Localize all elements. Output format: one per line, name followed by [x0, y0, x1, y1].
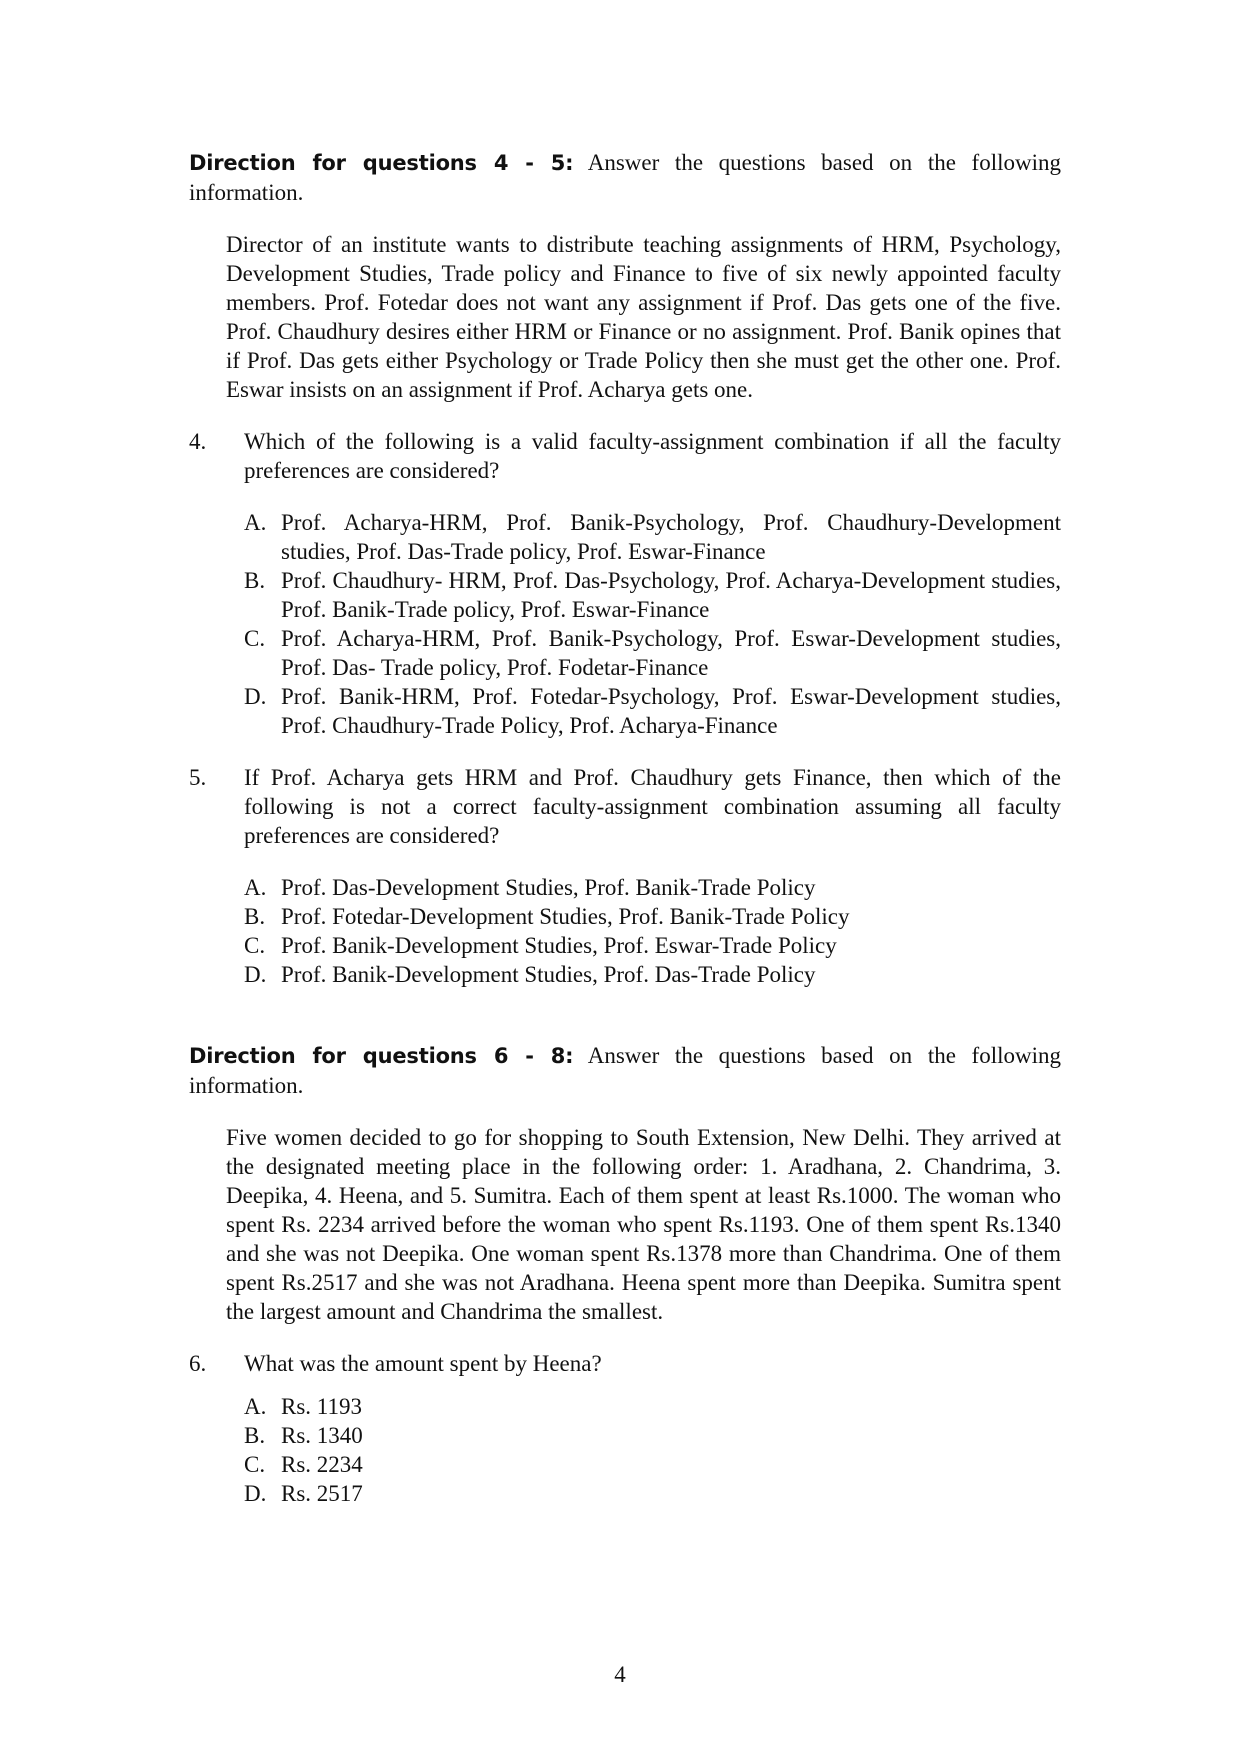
passage: Director of an institute wants to distribute teaching assignments of HRM, Psychology, Development Studies, Trade policy and Finance to five of six newly appointed faculty members. Prof. Fotedar does not want any assignment if Prof. Das gets one of the five. Prof. Chaudhury desires either HRM or Finance or no assignment. Prof. Banik opines that if Prof. Das gets either Psychology or Trade Policy then she must get the other one. Prof. Eswar insists on an assignment if Prof. Acharya gets one.	[226, 232, 1061, 402]
question-text: If Prof. Acharya gets HRM and Prof. Chaudhury gets Finance, then which of the following is not a correct faculty-assignment combination assuming all faculty preferences are considered?	[244, 765, 1061, 848]
option-label: B.	[244, 568, 266, 593]
direction-paragraph	[189, 1041, 1061, 1100]
option-c[interactable]	[244, 931, 1061, 960]
options-list	[244, 1392, 1061, 1508]
option-text: Prof. Acharya-HRM, Prof. Banik-Psychology, Prof. Chaudhury-Development studies, Prof. Das-Trade policy, Prof. Eswar-Finance	[281, 510, 1061, 564]
option-label: C.	[244, 1452, 266, 1477]
direction-text: Answer the questions based on the following information.	[189, 150, 1061, 205]
option-label: B.	[244, 1423, 266, 1448]
option-label: A.	[244, 510, 267, 535]
option-label: C.	[244, 626, 266, 651]
option-c[interactable]	[244, 624, 1061, 682]
option-text: Prof. Banik-Development Studies, Prof. Das-Trade Policy	[281, 962, 816, 987]
option-b[interactable]	[244, 902, 1061, 931]
option-d[interactable]	[244, 960, 1061, 989]
direction-paragraph	[189, 148, 1061, 207]
option-text: Rs. 1193	[281, 1394, 362, 1419]
option-label: B.	[244, 904, 266, 929]
question-5	[189, 763, 1061, 850]
option-text: Prof. Chaudhury- HRM, Prof. Das-Psychology, Prof. Acharya-Development studies, Prof. Banik-Trade policy, Prof. Eswar-Finance	[281, 568, 1061, 622]
question-number: 6.	[189, 1351, 207, 1376]
option-label: C.	[244, 933, 266, 958]
question-text: What was the amount spent by Heena?	[244, 1351, 602, 1376]
question-number: 4.	[189, 429, 207, 454]
option-text: Rs. 2234	[281, 1452, 363, 1477]
option-text: Rs. 2517	[281, 1481, 363, 1506]
direction-text: Answer the questions based on the following information.	[189, 1043, 1061, 1098]
option-text: Prof. Banik-HRM, Prof. Fotedar-Psychology, Prof. Eswar-Development studies, Prof. Chaudhury-Trade Policy, Prof. Acharya-Finance	[281, 684, 1061, 738]
question-text: Which of the following is a valid faculty-assignment combination if all the faculty preferences are considered?	[244, 429, 1061, 483]
options-list	[244, 873, 1061, 989]
section-questions-6-8	[189, 1041, 1061, 1508]
option-text: Prof. Banik-Development Studies, Prof. Eswar-Trade Policy	[281, 933, 837, 958]
exam-page	[189, 148, 1061, 1508]
option-b[interactable]	[244, 566, 1061, 624]
option-label: D.	[244, 962, 267, 987]
question-4	[189, 427, 1061, 485]
option-b[interactable]	[244, 1421, 1061, 1450]
option-d[interactable]	[244, 1479, 1061, 1508]
passage: Five women decided to go for shopping to South Extension, New Delhi. They arrived at the designated meeting place in the following order: 1. Aradhana, 2. Chandrima, 3. Deepika, 4. Heena, and 5. Sumitra. Each of them spent at least Rs.1000. The woman who spent Rs. 2234 arrived before the woman who spent Rs.1193. One of them spent Rs.1340 and she was not Deepika. One woman spent Rs.1378 more than Chandrima. One of them spent Rs.2517 and she was not Aradhana. Heena spent more than Deepika. Sumitra spent the largest amount and Chandrima the smallest.	[226, 1125, 1061, 1324]
option-d[interactable]	[244, 682, 1061, 740]
option-label: A.	[244, 875, 267, 900]
option-a[interactable]	[244, 873, 1061, 902]
option-label: D.	[244, 684, 267, 709]
option-text: Prof. Acharya-HRM, Prof. Banik-Psychology, Prof. Eswar-Development studies, Prof. Das- Trade policy, Prof. Fodetar-Finance	[281, 626, 1061, 680]
option-label: D.	[244, 1481, 267, 1506]
section-questions-4-5	[189, 148, 1061, 989]
option-text: Rs. 1340	[281, 1423, 363, 1448]
direction-lead: Direction for questions 4 - 5:	[189, 151, 574, 175]
option-label: A.	[244, 1394, 267, 1419]
question-6	[189, 1349, 1061, 1378]
option-a[interactable]	[244, 1392, 1061, 1421]
option-text: Prof. Das-Development Studies, Prof. Banik-Trade Policy	[281, 875, 816, 900]
option-text: Prof. Fotedar-Development Studies, Prof. Banik-Trade Policy	[281, 904, 850, 929]
option-c[interactable]	[244, 1450, 1061, 1479]
options-list	[244, 508, 1061, 740]
page-number: 4	[614, 1662, 626, 1687]
option-a[interactable]	[244, 508, 1061, 566]
question-number: 5.	[189, 765, 207, 790]
direction-lead: Direction for questions 6 - 8:	[189, 1044, 574, 1068]
